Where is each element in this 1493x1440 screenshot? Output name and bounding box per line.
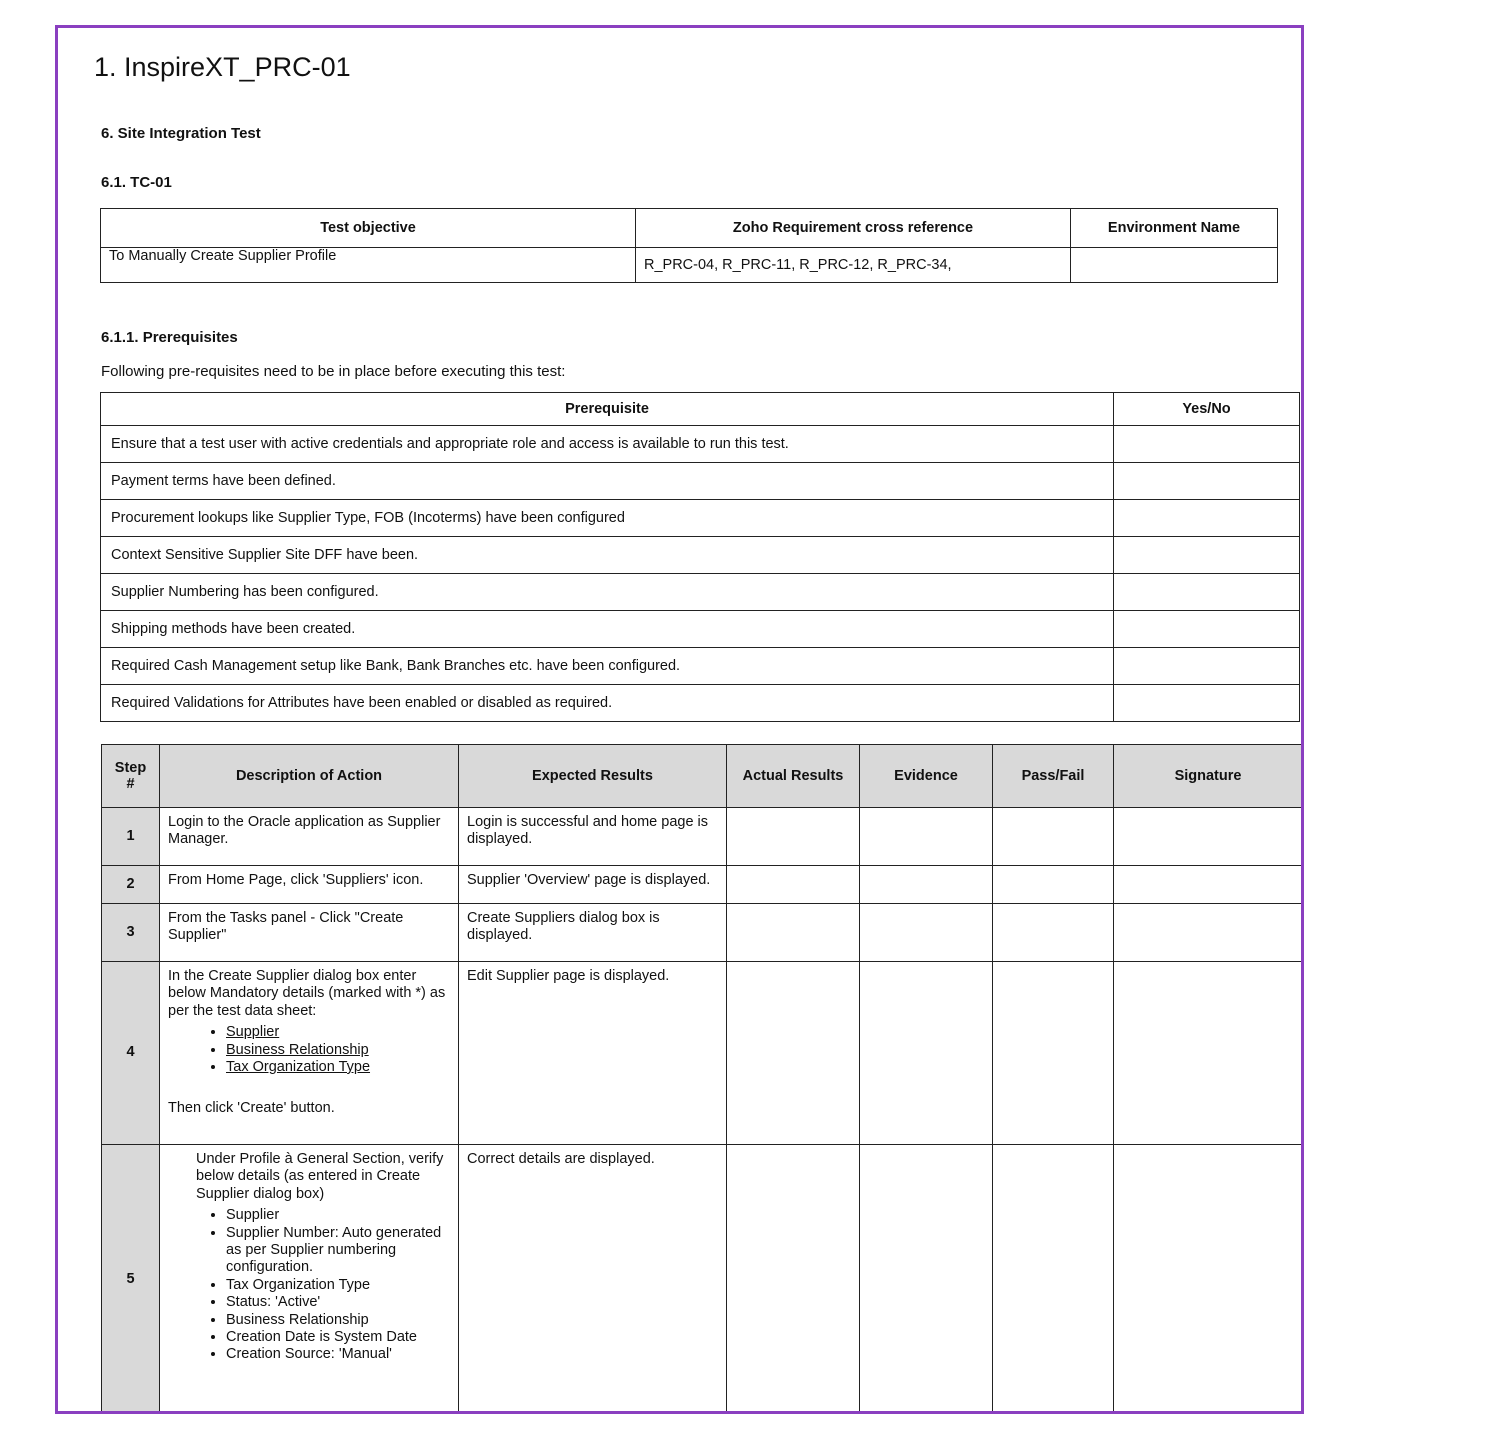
test-objective-table [100, 208, 1278, 283]
list-item: • Supplier Number: Auto generated as per Supplier numbering configuration. [226, 1225, 450, 1277]
test-objective-value: To Manually Create Supplier Profile [101, 248, 636, 283]
table-row [101, 463, 1300, 500]
step-number: 2 [102, 866, 160, 904]
prerequisites-intro: Following pre-requisites need to be in place before executing this test: [101, 363, 566, 380]
actual-results-cell [727, 904, 860, 962]
prerequisite-text: Context Sensitive Supplier Site DFF have been. [101, 537, 1114, 574]
verify-details-list [168, 1207, 450, 1364]
signature-cell [1114, 962, 1303, 1145]
list-item: • Status: 'Active' [226, 1294, 450, 1311]
table-row [102, 1145, 1303, 1415]
table-row [101, 648, 1300, 685]
step-description: From Home Page, click 'Suppliers' icon. [160, 866, 459, 904]
prerequisite-text: Required Cash Management setup like Bank, Bank Branches etc. have been configured. [101, 648, 1114, 685]
actual-results-cell [727, 962, 860, 1145]
pass-fail-cell [993, 904, 1114, 962]
pass-fail-cell [993, 1145, 1114, 1415]
prerequisite-text: Payment terms have been defined. [101, 463, 1114, 500]
signature-cell [1114, 1145, 1303, 1415]
table-row [102, 808, 1303, 866]
header-pass-fail: Pass/Fail [993, 745, 1114, 808]
step-expected-result: Supplier 'Overview' page is displayed. [459, 866, 727, 904]
prerequisite-text: Supplier Numbering has been configured. [101, 574, 1114, 611]
prerequisite-text: Shipping methods have been created. [101, 611, 1114, 648]
pass-fail-cell [993, 866, 1114, 904]
step-description: From the Tasks panel - Click "Create Supplier" [160, 904, 459, 962]
table-row [101, 611, 1300, 648]
document-title: 1. InspireXT_PRC-01 [94, 52, 351, 82]
evidence-cell [860, 1145, 993, 1415]
header-step-label: Step [114, 760, 147, 776]
prerequisite-text: Ensure that a test user with active credentials and appropriate role and access is available to run this test. [101, 426, 1114, 463]
step-expected-result: Create Suppliers dialog box is displayed. [459, 904, 727, 962]
environment-name-value [1071, 248, 1278, 283]
header-step-number [102, 745, 160, 808]
list-item: • Supplier [226, 1207, 450, 1224]
evidence-cell [860, 866, 993, 904]
prerequisite-text: Procurement lookups like Supplier Type, FOB (Incoterms) have been configured [101, 500, 1114, 537]
evidence-cell [860, 904, 993, 962]
table-row [101, 537, 1300, 574]
table-row [102, 904, 1303, 962]
header-prerequisite: Prerequisite [101, 393, 1114, 426]
step-description [160, 1145, 459, 1415]
table-row [101, 685, 1300, 722]
list-item [226, 1024, 450, 1041]
table-row [101, 500, 1300, 537]
header-requirement-reference: Zoho Requirement cross reference [636, 209, 1071, 248]
prerequisites-heading: 6.1.1. Prerequisites [101, 329, 238, 346]
table-row [102, 866, 1303, 904]
signature-cell [1114, 866, 1303, 904]
evidence-cell [860, 962, 993, 1145]
list-item: • Tax Organization Type [226, 1277, 450, 1294]
step-number: 3 [102, 904, 160, 962]
step-number: 1 [102, 808, 160, 866]
pass-fail-cell [993, 962, 1114, 1145]
mandatory-fields-list [168, 1024, 450, 1076]
actual-results-cell [727, 1145, 860, 1415]
pass-fail-cell [993, 808, 1114, 866]
prerequisites-table [100, 392, 1300, 722]
subsection-heading: 6.1. TC-01 [101, 174, 172, 191]
step-description-end: Then click 'Create' button. [168, 1100, 335, 1117]
document-page [55, 25, 1304, 1414]
step-description: Login to the Oracle application as Supplier Manager. [160, 808, 459, 866]
step-number: 5 [102, 1145, 160, 1415]
signature-cell [1114, 808, 1303, 866]
yes-no-cell [1114, 574, 1300, 611]
actual-results-cell [727, 808, 860, 866]
list-item-text: Tax Organization Type [226, 1058, 371, 1075]
yes-no-cell [1114, 463, 1300, 500]
step-expected-result: Login is successful and home page is displayed. [459, 808, 727, 866]
header-test-objective: Test objective [101, 209, 636, 248]
signature-cell [1114, 904, 1303, 962]
prerequisite-text: Required Validations for Attributes have been enabled or disabled as required. [101, 685, 1114, 722]
list-item [226, 1042, 450, 1059]
yes-no-cell [1114, 537, 1300, 574]
header-expected-results: Expected Results [459, 745, 727, 808]
list-item-text: Supplier [226, 1024, 280, 1041]
list-item: • Creation Source: 'Manual' [226, 1346, 450, 1363]
step-expected-result: Correct details are displayed. [459, 1145, 727, 1415]
header-description: Description of Action [160, 745, 459, 808]
table-row [101, 426, 1300, 463]
header-yes-no: Yes/No [1114, 393, 1300, 426]
step-description-intro: Under Profile à General Section, verify below details (as entered in Create Supplier dialog box) [196, 1151, 444, 1202]
step-description-intro: In the Create Supplier dialog box enter below Mandatory details (marked with *) as per the test data sheet: [168, 968, 446, 1019]
yes-no-cell [1114, 685, 1300, 722]
list-item: • Business Relationship [226, 1312, 450, 1329]
header-actual-results: Actual Results [727, 745, 860, 808]
header-environment-name: Environment Name [1071, 209, 1278, 248]
list-item-text: Business Relationship [226, 1041, 369, 1058]
step-description [160, 962, 459, 1145]
actual-results-cell [727, 866, 860, 904]
yes-no-cell [1114, 611, 1300, 648]
yes-no-cell [1114, 648, 1300, 685]
step-expected-result: Edit Supplier page is displayed. [459, 962, 727, 1145]
list-item [226, 1059, 450, 1076]
header-evidence: Evidence [860, 745, 993, 808]
table-row [102, 962, 1303, 1145]
yes-no-cell [1114, 426, 1300, 463]
yes-no-cell [1114, 500, 1300, 537]
test-steps-table [101, 744, 1303, 1414]
header-signature: Signature [1114, 745, 1303, 808]
table-row [101, 574, 1300, 611]
list-item: • Creation Date is System Date [226, 1329, 450, 1346]
step-number: 4 [102, 962, 160, 1145]
requirement-reference-value: R_PRC-04, R_PRC-11, R_PRC-12, R_PRC-34, [636, 248, 1071, 283]
header-step-hash: # [126, 776, 135, 792]
evidence-cell [860, 808, 993, 866]
section-heading: 6. Site Integration Test [101, 125, 261, 142]
